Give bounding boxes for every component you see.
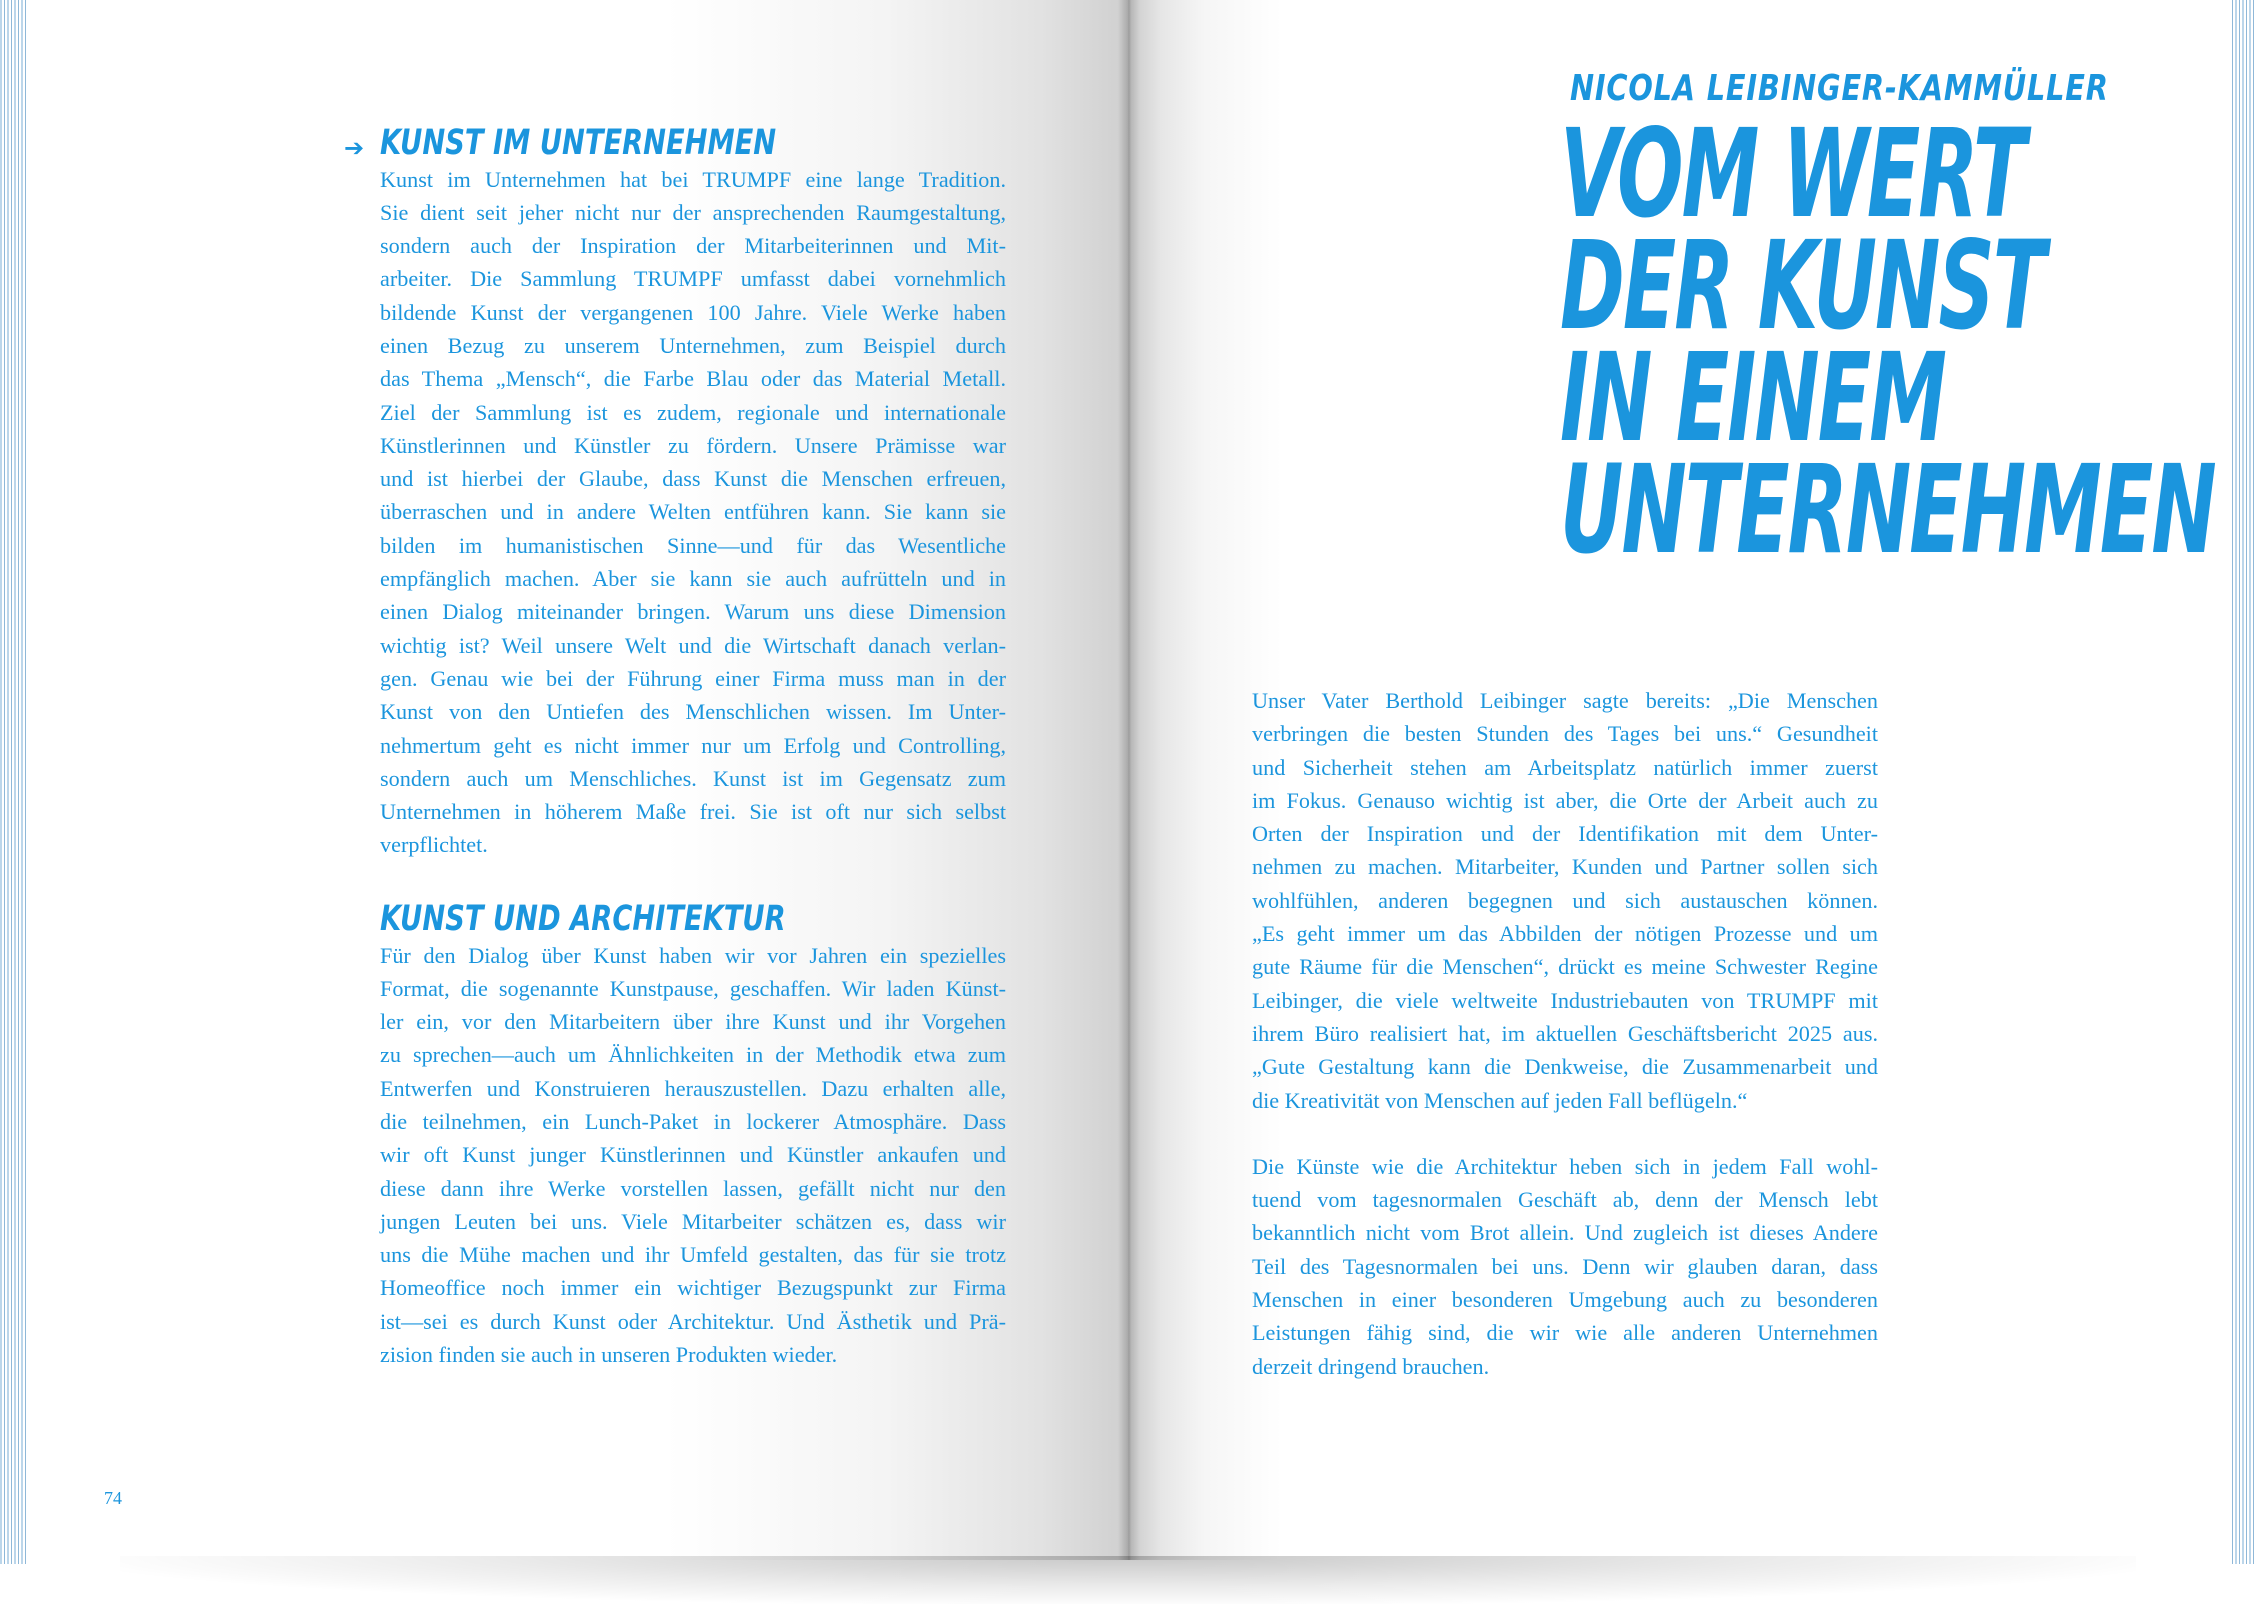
text-line: bilden im humanistischen Sinne—und für das Wesentliche	[380, 532, 1006, 558]
text-line: wohlfühlen, anderen begegnen und sich austauschen können.	[1252, 887, 1878, 913]
title-line: VOM WERT	[1560, 103, 2025, 245]
text-line: tuend vom tagesnormalen Geschäft ab, denn der Mensch lebt	[1252, 1187, 1878, 1213]
section-heading: KUNST IM UNTERNEHMEN	[380, 123, 777, 163]
arrow-right-icon: ➔	[344, 134, 365, 162]
text-line: empfänglich machen. Aber sie kann sie auch aufrütteln und in	[380, 566, 1006, 592]
book-gutter	[1118, 0, 1140, 1560]
text-line: Leistungen fähig sind, die wir wie alle anderen Unternehmen	[1252, 1320, 1878, 1346]
text-line: bekanntlich nicht vom Brot allein. Und zugleich ist dieses Andere	[1252, 1220, 1878, 1246]
text-line: „Gute Gestaltung kann die Denkweise, die Zusammenarbeit und	[1252, 1054, 1878, 1080]
text-line: Teil des Tagesnormalen bei uns. Denn wir glauben daran, dass	[1252, 1253, 1878, 1279]
author-name: NICOLA LEIBINGER-KAMMÜLLER	[1570, 68, 2109, 109]
text-line: und ist hierbei der Glaube, dass Kunst die Menschen erfreuen,	[380, 466, 1006, 492]
text-line: nehmertum geht es nicht immer nur um Erfolg und Controlling,	[380, 732, 1006, 758]
text-line: arbeiter. Die Sammlung TRUMPF umfasst dabei vornehmlich	[380, 266, 1006, 292]
section-kunst-im-unternehmen	[344, 123, 1006, 862]
text-line: das Thema „Mensch“, die Farbe Blau oder das Material Metall.	[380, 366, 1006, 392]
text-line: Für den Dialog über Kunst haben wir vor Jahren ein spezielles	[380, 942, 1006, 968]
text-line: wichtig ist? Weil unsere Welt und die Wirtschaft danach verlan-	[380, 632, 1006, 658]
text-line: einen Bezug zu unserem Unternehmen, zum Beispiel durch	[380, 332, 1006, 358]
page-number: 74	[104, 1488, 122, 1508]
text-line: sondern auch der Inspiration der Mitarbeiterinnen und Mit-	[380, 233, 1006, 259]
title-line: DER KUNST	[1560, 215, 2045, 357]
paragraph-spacer	[1252, 1117, 1878, 1150]
text-line: überraschen und in andere Welten entführen kann. Sie kann sie	[380, 499, 1006, 525]
text-line: ler ein, vor den Mitarbeitern über ihre Kunst und ihr Vorgehen	[380, 1009, 1006, 1035]
text-line: Sie dient seit jeher nicht nur der ansprechenden Raumgestaltung,	[380, 199, 1006, 225]
text-line: Orten der Inspiration und der Identifikation mit dem Unter-	[1252, 821, 1878, 847]
text-line: Homeoffice noch immer ein wichtiger Bezugspunkt zur Firma	[380, 1275, 1006, 1301]
text-line: ihrem Büro realisiert hat, im aktuellen Geschäftsbericht 2025 aus.	[1252, 1020, 1878, 1046]
text-line: wir oft Kunst junger Künstlerinnen und Künstler ankaufen und	[380, 1142, 1006, 1168]
book-shadow	[120, 1556, 2136, 1604]
section-body	[380, 939, 1006, 1372]
text-line: „Es geht immer um das Abbilden der nötigen Prozesse und um	[1252, 921, 1878, 947]
text-line: Kunst von den Untiefen des Menschlichen wissen. Im Unter-	[380, 699, 1006, 725]
text-line: Künstlerinnen und Künstler zu fördern. Unsere Prämisse war	[380, 432, 1006, 458]
text-line: Ziel der Sammlung ist es zudem, regionale und internationale	[380, 399, 1006, 425]
paragraph-1	[1252, 684, 1878, 1117]
text-line: ist—sei es durch Kunst oder Architektur. Und Ästhetik und Prä-	[380, 1308, 1006, 1334]
text-line: derzeit dringend brauchen.	[1252, 1353, 1490, 1379]
text-line: Leibinger, die viele weltweite Industriebauten von TRUMPF mit	[1252, 987, 1878, 1013]
text-line: Kunst im Unternehmen hat bei TRUMPF eine lange Tradition.	[380, 166, 1006, 192]
page-edge-right	[2230, 0, 2256, 1564]
text-line: gute Räume für die Menschen“, drückt es meine Schwester Regine	[1252, 954, 1878, 980]
text-line: Unser Vater Berthold Leibinger sagte bereits: „Die Menschen	[1252, 688, 1878, 713]
text-line: verpflichtet.	[380, 832, 488, 858]
paragraph-2	[1252, 1150, 1878, 1383]
text-line: zu sprechen—auch um Ähnlichkeiten in der Methodik etwa zum	[380, 1042, 1006, 1068]
text-line: einen Dialog miteinander bringen. Warum uns diese Dimension	[380, 599, 1006, 625]
text-line: und Sicherheit stehen am Arbeitsplatz natürlich immer zuerst	[1252, 754, 1878, 780]
article-body	[1252, 684, 1878, 1383]
section-heading: KUNST UND ARCHITEKTUR	[380, 899, 786, 939]
page-edge-left	[0, 0, 26, 1564]
text-line: sondern auch um Menschliches. Kunst ist im Gegensatz zum	[380, 765, 1006, 791]
text-line: gen. Genau wie bei der Führung einer Firma muss man in der	[380, 665, 1006, 691]
text-line: im Fokus. Genauso wichtig ist aber, die Orte der Arbeit auch zu	[1252, 787, 1878, 813]
section-body	[380, 163, 1006, 862]
text-line: die teilnehmen, ein Lunch-Paket in lockerer Atmosphäre. Dass	[380, 1108, 1006, 1134]
article-title	[1560, 103, 2215, 581]
text-line: Die Künste wie die Architektur heben sich in jedem Fall wohl-	[1252, 1153, 1878, 1179]
section-kunst-und-architektur	[380, 900, 1006, 1371]
text-line: Entwerfen und Konstruieren herauszustellen. Dazu erhalten alle,	[380, 1075, 1006, 1101]
text-line: Unternehmen in höherem Maße frei. Sie ist oft nur sich selbst	[380, 799, 1006, 825]
text-line: bildende Kunst der vergangenen 100 Jahre. Viele Werke haben	[380, 299, 1006, 325]
text-line: diese dann ihre Werke vorstellen lassen, gefällt nicht nur den	[380, 1175, 1006, 1201]
text-line: die Kreativität von Menschen auf jeden Fall beflügeln.“	[1252, 1087, 1748, 1113]
text-line: zision finden sie auch in unseren Produkten wieder.	[380, 1342, 838, 1368]
text-line: verbringen die besten Stunden des Tages bei uns.“ Gesundheit	[1252, 721, 1878, 747]
text-line: jungen Leuten bei uns. Viele Mitarbeiter schätzen es, dass wir	[380, 1208, 1006, 1234]
text-line: nehmen zu machen. Mitarbeiter, Kunden und Partner sollen sich	[1252, 854, 1878, 880]
title-line: IN EINEM	[1560, 327, 1945, 469]
title-line: UNTERNEHMEN	[1560, 439, 2215, 581]
text-line: Format, die sogenannte Kunstpause, geschaffen. Wir laden Künst-	[380, 975, 1006, 1001]
text-line: uns die Mühe machen und ihr Umfeld gestalten, das für sie trotz	[380, 1242, 1006, 1268]
text-line: Menschen in einer besonderen Umgebung auch zu besonderen	[1252, 1287, 1878, 1313]
